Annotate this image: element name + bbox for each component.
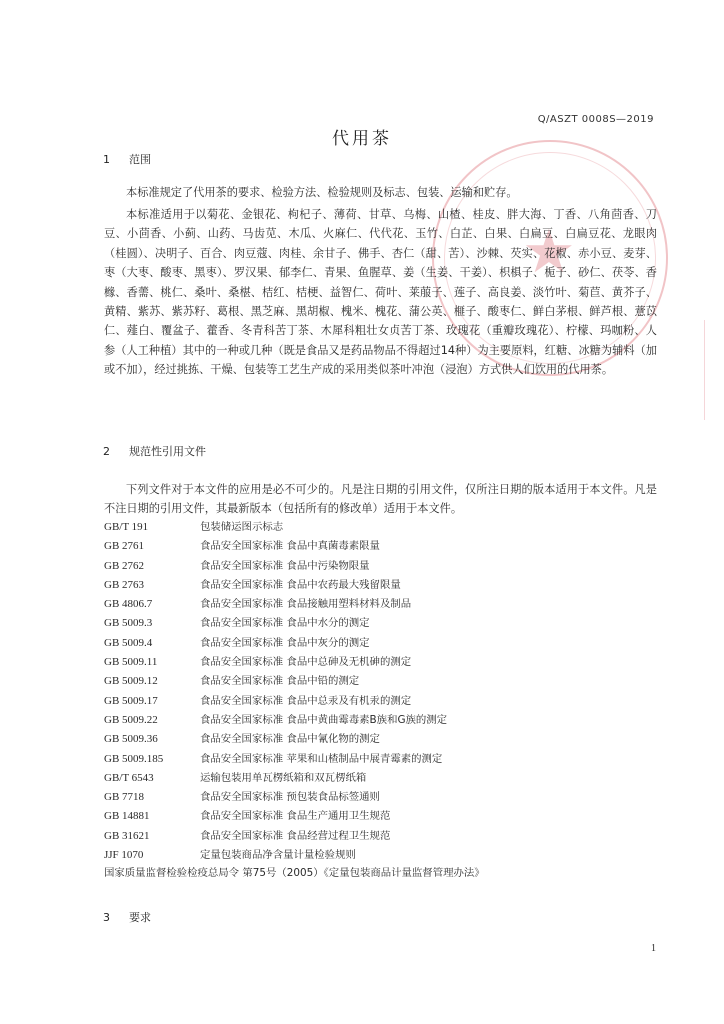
reference-row: GB/T 191 包装储运图示标志	[104, 521, 284, 533]
document-code: Q/ASZT 0008S—2019	[537, 114, 654, 125]
section-number: 2	[103, 445, 110, 458]
decree-reference: 国家质量监督检验检疫总局令 第75号（2005）《定量包装商品计量监督管理办法》	[104, 867, 485, 879]
reference-row: GB 5009.11 食品安全国家标准 食品中总砷及无机砷的测定	[104, 656, 412, 669]
normative-intro: 下列文件对于本文件的应用是必不可少的。凡是注日期的引用文件，仅所注日期的版本适用于本文件。凡是不注日期的引用文件，其最新版本（包括所有的修改单）适用于本文件。	[104, 483, 657, 516]
reference-row: GB 5009.36 食品安全国家标准 食品中氰化物的测定	[104, 733, 380, 746]
page-number: 1	[651, 943, 656, 954]
section-heading-normative	[103, 443, 206, 459]
scope-paragraph-2: 本标准适用于以菊花、金银花、枸杞子、薄荷、甘草、乌梅、山楂、桂皮、胖大海、丁香、八角茴香、刀豆、小茴香、小蓟、山药、马齿苋、木瓜、火麻仁、代代花、玉竹、白芷、白果、白扁豆、白扁豆花、龙眼肉（桂圆）、决明子、百合、肉豆蔻、肉桂、余甘子、佛手、杏仁（甜、苦）、沙棘、芡实、花椒、赤小豆、麦芽、枣（大枣、酸枣、黑枣）、罗汉果、郁李仁、青果、鱼腥草、姜（生姜、干姜）、枳椇子、栀子、砂仁、茯苓、香橼、香薷、桃仁、桑叶、桑椹、桔红、桔梗、益智仁、荷叶、莱菔子、莲子、高良姜、淡竹叶、菊苣、黄芥子、黄精、紫苏、紫苏籽、葛根、黑芝麻、黑胡椒、槐米、槐花、蒲公英、榧子、酸枣仁、鲜白茅根、鲜芦根、薏苡仁、薤白、覆盆子、藿香、冬青科苦丁茶、木犀科粗壮女贞苦丁茶、玫瑰花（重瓣玫瑰花）、柠檬、玛咖粉、人参（人工种植）其中的一种或几种（既是食品又是药品物品不得超过14种）为主要原料，红糖、冰糖为辅料（加或不加），经过挑拣、干燥、包装等工艺生产成的采用类似茶叶冲泡（浸泡）方式供人们饮用的代用茶。	[104, 208, 657, 377]
reference-row: GB 5009.22 食品安全国家标准 食品中黄曲霉毒素B族和G族的测定	[104, 713, 448, 726]
reference-row: GB 5009.17 食品安全国家标准 食品中总汞及有机汞的测定	[104, 694, 412, 707]
reference-row: GB 5009.4 食品安全国家标准 食品中灰分的测定	[104, 636, 370, 649]
reference-row: GB 2762 食品安全国家标准 食品中污染物限量	[104, 559, 370, 572]
reference-row: GB 7718 食品安全国家标准 预包装食品标签通则	[104, 791, 380, 804]
scope-paragraph-1: 本标准规定了代用茶的要求、检验方法、检验规则及标志、包装、运输和贮存。	[126, 186, 518, 199]
page-title: 代用茶	[332, 129, 392, 149]
seal-star-icon: ★	[522, 217, 576, 287]
section-title: 要求	[129, 911, 151, 924]
reference-row: GB 5009.12 食品安全国家标准 食品中铅的测定	[104, 675, 360, 688]
reference-row: GB 4806.7 食品安全国家标准 食品接触用塑料材料及制品	[104, 598, 412, 611]
reference-row: GB/T 6543 运输包装用单瓦楞纸箱和双瓦楞纸箱	[104, 771, 367, 784]
reference-row: GB 5009.3 食品安全国家标准 食品中水分的测定	[104, 617, 370, 630]
reference-list	[104, 518, 664, 865]
reference-row: GB 2763 食品安全国家标准 食品中农药最大残留限量	[104, 578, 401, 591]
reference-row: GB 14881 食品安全国家标准 食品生产通用卫生规范	[104, 810, 391, 823]
section-number: 1	[103, 153, 110, 166]
section-title: 规范性引用文件	[129, 445, 206, 458]
section-number: 3	[103, 911, 110, 924]
section-heading-scope	[103, 151, 151, 167]
reference-row: GB 2761 食品安全国家标准 食品中真菌毒素限量	[104, 540, 380, 553]
perforation-seal-edge	[704, 320, 724, 420]
reference-row: GB 5009.185 食品安全国家标准 苹果和山楂制品中展青霉素的测定	[104, 752, 443, 765]
reference-row: GB 31621 食品安全国家标准 食品经营过程卫生规范	[104, 829, 391, 842]
reference-row: JJF 1070 定量包装商品净含量计量检验规则	[104, 849, 356, 862]
section-title: 范围	[129, 153, 151, 166]
section-heading-requirements	[103, 909, 151, 925]
